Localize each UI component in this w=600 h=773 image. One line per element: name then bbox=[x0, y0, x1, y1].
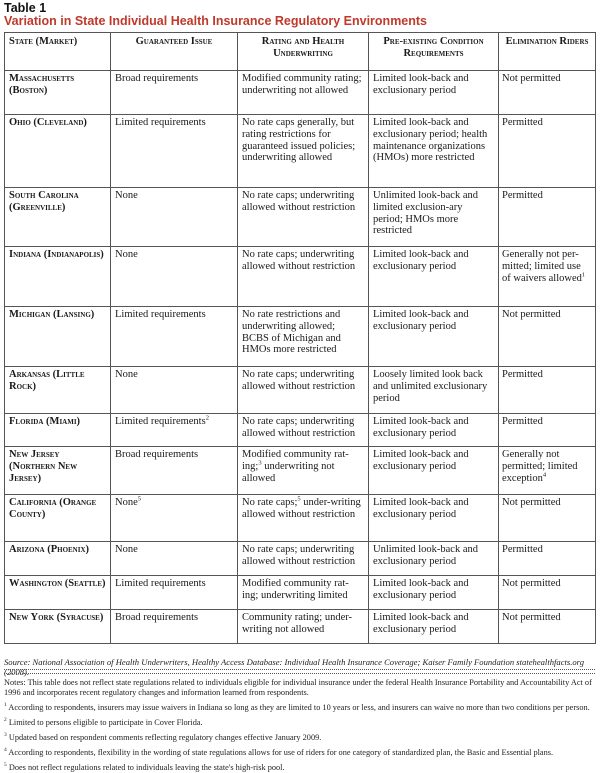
dotted-divider bbox=[4, 669, 595, 674]
cell-preexisting: Limited look-back and exclusionary period bbox=[369, 610, 499, 644]
table-row bbox=[5, 542, 596, 576]
cell-state: Michigan (Lansing) bbox=[5, 307, 111, 367]
cell-state: California (Orange County) bbox=[5, 495, 111, 542]
cell-riders: Permitted bbox=[499, 542, 596, 576]
cell-preexisting: Limited look-back and exclusionary period; health maintenance organizations (HMOs) more restricted bbox=[369, 115, 499, 188]
cell-guaranteed-issue: None$^5$ bbox=[111, 495, 238, 542]
cell-rating: No rate caps generally, but rating restrictions for guaranteed issued policies; underwriting allowed bbox=[238, 115, 369, 188]
cell-preexisting: Limited look-back and exclusionary period bbox=[369, 495, 499, 542]
table-row bbox=[5, 115, 596, 188]
cell-riders: Generally not permitted; limited exception$^4$ bbox=[499, 447, 596, 495]
col-header-guaranteed-issue: Guaranteed Issue bbox=[111, 33, 238, 71]
footnote-number: 1 bbox=[4, 702, 7, 709]
cell-riders: Not permitted bbox=[499, 495, 596, 542]
footnote-marker: 2 bbox=[205, 414, 209, 422]
cell-guaranteed-issue: None bbox=[111, 542, 238, 576]
cell-guaranteed-issue: Limited requirements bbox=[111, 307, 238, 367]
footnote-marker: 3 bbox=[258, 459, 262, 467]
cell-preexisting: Limited look-back and exclusionary period bbox=[369, 576, 499, 610]
cell-riders: Permitted bbox=[499, 414, 596, 447]
cell-guaranteed-issue: Limited requirements$^2$ bbox=[111, 414, 238, 447]
cell-state: Indiana (Indianapolis) bbox=[5, 247, 111, 307]
cell-guaranteed-issue: Limited requirements bbox=[111, 576, 238, 610]
cell-preexisting: Unlimited look-back and exclusionary period bbox=[369, 542, 499, 576]
cell-preexisting: Limited look-back and exclusionary period bbox=[369, 447, 499, 495]
footnote-marker: 5 bbox=[297, 495, 301, 503]
cell-state: South Carolina (Greenville) bbox=[5, 188, 111, 247]
cell-guaranteed-issue: Broad requirements bbox=[111, 71, 238, 115]
cell-guaranteed-issue: Broad requirements bbox=[111, 447, 238, 495]
table-row bbox=[5, 71, 596, 115]
cell-guaranteed-issue: None bbox=[111, 188, 238, 247]
footnote-marker: 5 bbox=[137, 495, 141, 503]
table-title: Variation in State Individual Health Insurance Regulatory Environments bbox=[4, 14, 428, 28]
footnote: $^3$ Updated based on respondent comments reflecting regulatory changes effective January 2009. bbox=[4, 732, 322, 742]
col-header-state: State (Market) bbox=[5, 33, 111, 71]
cell-preexisting: Limited look-back and exclusionary period bbox=[369, 307, 499, 367]
footnote-marker: 4 bbox=[542, 471, 547, 479]
cell-rating: Community rating; under-writing not allowed bbox=[238, 610, 369, 644]
table-row bbox=[5, 307, 596, 367]
notes-text: Notes: This table does not reflect state regulations related to individuals eligible for individual insurance under the federal Health Insurance Portability and Accountability Act of 1996 and incorporates recent regulatory changes and information learned from respondents. bbox=[4, 678, 592, 698]
table-row bbox=[5, 610, 596, 644]
footnote-number: 5 bbox=[4, 761, 7, 768]
cell-rating: No rate caps; underwriting allowed without restriction bbox=[238, 367, 369, 414]
table-row bbox=[5, 414, 596, 447]
table-row bbox=[5, 367, 596, 414]
cell-riders: Not permitted bbox=[499, 610, 596, 644]
cell-rating: No rate restrictions and underwriting allowed; BCBS of Michigan and HMOs more restricted bbox=[238, 307, 369, 367]
cell-rating: No rate caps; underwriting allowed without restriction bbox=[238, 542, 369, 576]
cell-riders: Not permitted bbox=[499, 307, 596, 367]
footnote: $^2$ Limited to persons eligible to participate in Cover Florida. bbox=[4, 717, 203, 728]
table-row bbox=[5, 576, 596, 610]
table-label: Table 1 bbox=[4, 1, 47, 15]
footnote: $^5$ Does not reflect regulations related to individuals leaving the state's high-risk pool. bbox=[4, 761, 285, 772]
cell-riders: Generally not per-mitted; limited use of waivers allowed$^1$ bbox=[499, 247, 596, 307]
cell-riders: Permitted bbox=[499, 367, 596, 414]
cell-preexisting: Loosely limited look back and unlimited exclusionary period bbox=[369, 367, 499, 414]
col-header-preexisting: Pre-existing Condition Requirements bbox=[369, 33, 499, 71]
footnote: $^4$ According to respondents, flexibility in the wording of state regulations allows for use of riders for one category of standardized plan, the Basic and Essential plans. bbox=[4, 747, 554, 757]
cell-state: Massachusetts (Boston) bbox=[5, 71, 111, 115]
cell-riders: Not permitted bbox=[499, 576, 596, 610]
cell-rating: No rate caps;$^5$ under-writing allowed without restriction bbox=[238, 495, 369, 542]
cell-state: Arkansas (Little Rock) bbox=[5, 367, 111, 414]
cell-guaranteed-issue: None bbox=[111, 367, 238, 414]
notes-section bbox=[4, 678, 596, 773]
table-row bbox=[5, 495, 596, 542]
table-row bbox=[5, 188, 596, 247]
footnote-number: 4 bbox=[4, 747, 7, 754]
cell-state: Washington (Seattle) bbox=[5, 576, 111, 610]
cell-guaranteed-issue: Limited requirements bbox=[111, 115, 238, 188]
cell-state: Florida (Miami) bbox=[5, 414, 111, 447]
footnote-number: 3 bbox=[4, 732, 7, 739]
col-header-riders: Elimination Riders bbox=[499, 33, 596, 71]
cell-rating: Modified community rat-ing;$^3$ underwriting not allowed bbox=[238, 447, 369, 495]
cell-rating: Modified community rating; underwriting not allowed bbox=[238, 71, 369, 115]
source-note: Source: National Association of Health Underwriters, Healthy Access Database: Individual Health Insurance Coverage; Kaiser Family Foundation statehealthfacts.org (2008). bbox=[4, 657, 585, 677]
cell-rating: No rate caps; underwriting allowed without restriction bbox=[238, 247, 369, 307]
cell-preexisting: Unlimited look-back and limited exclusion-ary period; HMOs more restricted bbox=[369, 188, 499, 247]
footnote: $^1$ According to respondents, insurers may issue waivers in Indiana so long as they are limited to 10 years or less, and insurers can waive no more than two conditions per person. bbox=[4, 702, 590, 713]
cell-preexisting: Limited look-back and exclusionary period bbox=[369, 71, 499, 115]
cell-guaranteed-issue: None bbox=[111, 247, 238, 307]
cell-rating: No rate caps; underwriting allowed without restriction bbox=[238, 414, 369, 447]
cell-rating: Modified community rat-ing; underwriting limited bbox=[238, 576, 369, 610]
cell-preexisting: Limited look-back and exclusionary period bbox=[369, 414, 499, 447]
cell-rating: No rate caps; underwriting allowed without restriction bbox=[238, 188, 369, 247]
cell-state: New Jersey (Northern New Jersey) bbox=[5, 447, 111, 495]
cell-guaranteed-issue: Broad requirements bbox=[111, 610, 238, 644]
header-row bbox=[5, 33, 596, 71]
cell-riders: Permitted bbox=[499, 115, 596, 188]
table-row bbox=[5, 247, 596, 307]
cell-riders: Not permitted bbox=[499, 71, 596, 115]
footnote-marker: 1 bbox=[581, 271, 586, 279]
regulatory-table bbox=[4, 32, 596, 644]
cell-state: Arizona (Phoenix) bbox=[5, 542, 111, 576]
cell-preexisting: Limited look-back and exclusionary period bbox=[369, 247, 499, 307]
cell-state: Ohio (Cleveland) bbox=[5, 115, 111, 188]
cell-riders: Permitted bbox=[499, 188, 596, 247]
cell-state: New York (Syracuse) bbox=[5, 610, 111, 644]
table-row bbox=[5, 447, 596, 495]
footnote-number: 2 bbox=[4, 717, 7, 724]
col-header-rating: Rating and Health Underwriting bbox=[238, 33, 369, 71]
